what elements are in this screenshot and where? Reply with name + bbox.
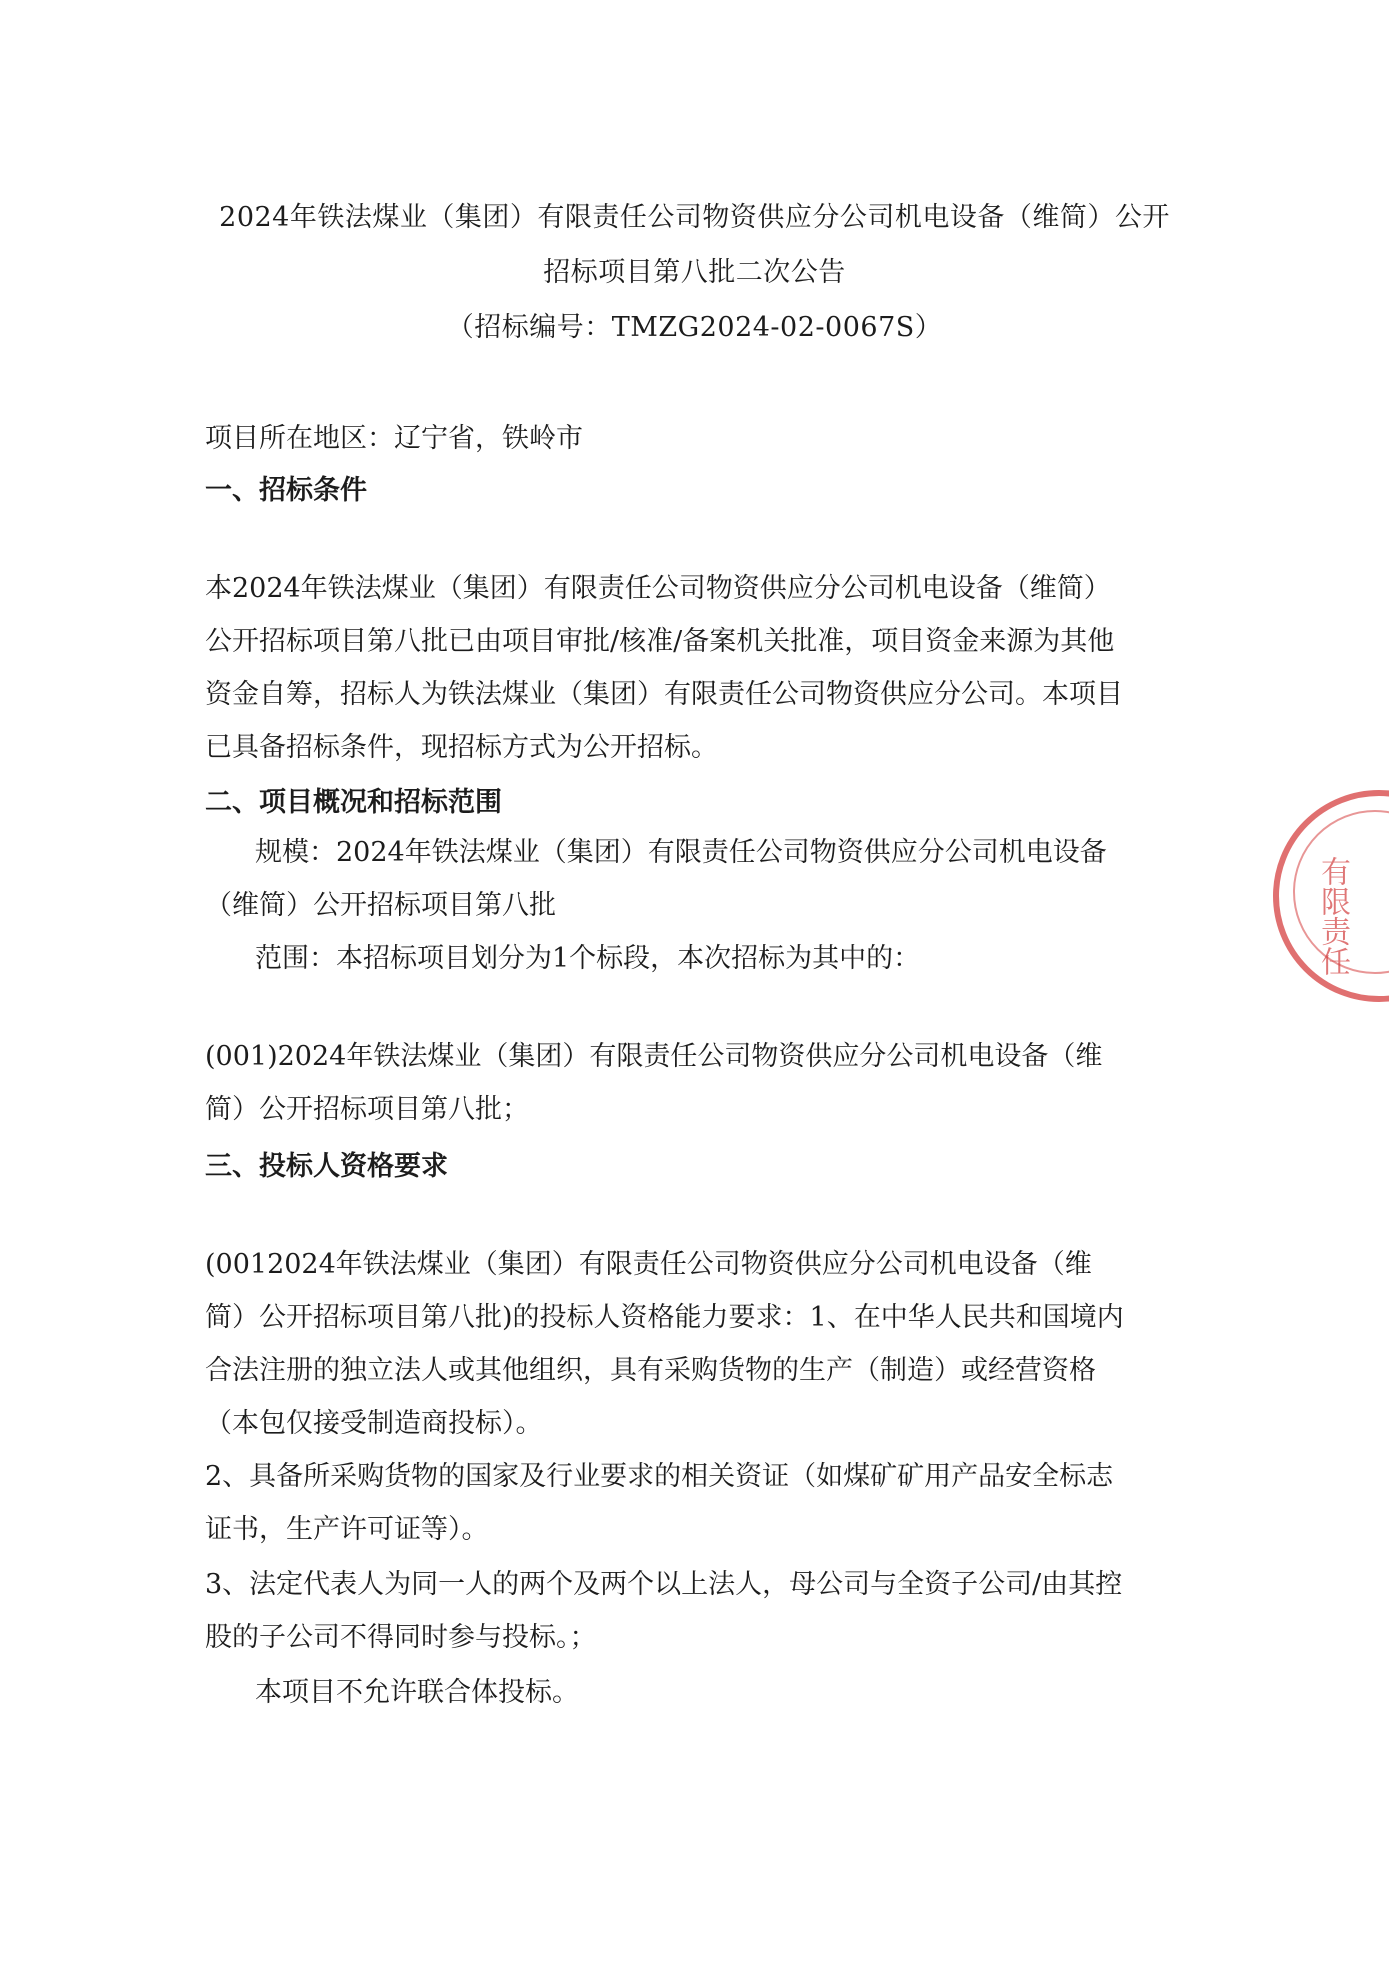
title-line-3: （招标编号：TMZG2024-02-0067S） — [446, 312, 943, 343]
section-3-heading: 三、投标人资格要求 — [205, 1151, 448, 1182]
section-3-req-3: 3、法定代表人为同一人的两个及两个以上法人，母公司与全资子公司/由其控股的子公司不得同时参与投标。； — [205, 1569, 1123, 1653]
section-1-heading: 一、招标条件 — [205, 475, 367, 506]
section-3-req-1: (0012024年铁法煤业（集团）有限责任公司物资供应分公司机电设备（维简）公开招标项目第八批)的投标人资格能力要求：1、在中华人民共和国境内合法注册的独立法人或其他组织，具有采购货物的生产（制造）或经营资格（本包仅接受制造商投标）。 — [205, 1249, 1124, 1439]
section-2-heading: 二、项目概况和招标范围 — [205, 787, 502, 818]
company-seal — [1273, 790, 1389, 1002]
seal-text: 有限责任 — [1315, 856, 1350, 976]
section-2-scope: 范围：本招标项目划分为1个标段，本次招标为其中的： — [255, 943, 921, 974]
title-line-2: 招标项目第八批二次公告 — [543, 257, 846, 288]
project-region: 项目所在地区：辽宁省，铁岭市 — [205, 423, 583, 454]
document-title — [0, 190, 1389, 355]
title-line-1: 2024年铁法煤业（集团）有限责任公司物资供应分公司机电设备（维简）公开 — [219, 202, 1170, 233]
section-1-body: 本2024年铁法煤业（集团）有限责任公司物资供应分公司机电设备（维简）公开招标项目第八批已由项目审批/核准/备案机关批准，项目资金来源为其他资金自筹，招标人为铁法煤业（集团）有限责任公司物资供应分公司。本项目已具备招标条件，现招标方式为公开招标。 — [205, 573, 1123, 763]
section-3-req-2: 2、具备所采购货物的国家及行业要求的相关资证（如煤矿矿用产品安全标志证书，生产许可证等）。 — [205, 1461, 1114, 1545]
section-2-scale: 规模：2024年铁法煤业（集团）有限责任公司物资供应分公司机电设备（维简）公开招标项目第八批 — [205, 837, 1107, 921]
section-2-lot: (001)2024年铁法煤业（集团）有限责任公司物资供应分公司机电设备（维简）公开招标项目第八批； — [205, 1041, 1103, 1125]
consortium-note: 本项目不允许联合体投标。 — [255, 1677, 579, 1708]
